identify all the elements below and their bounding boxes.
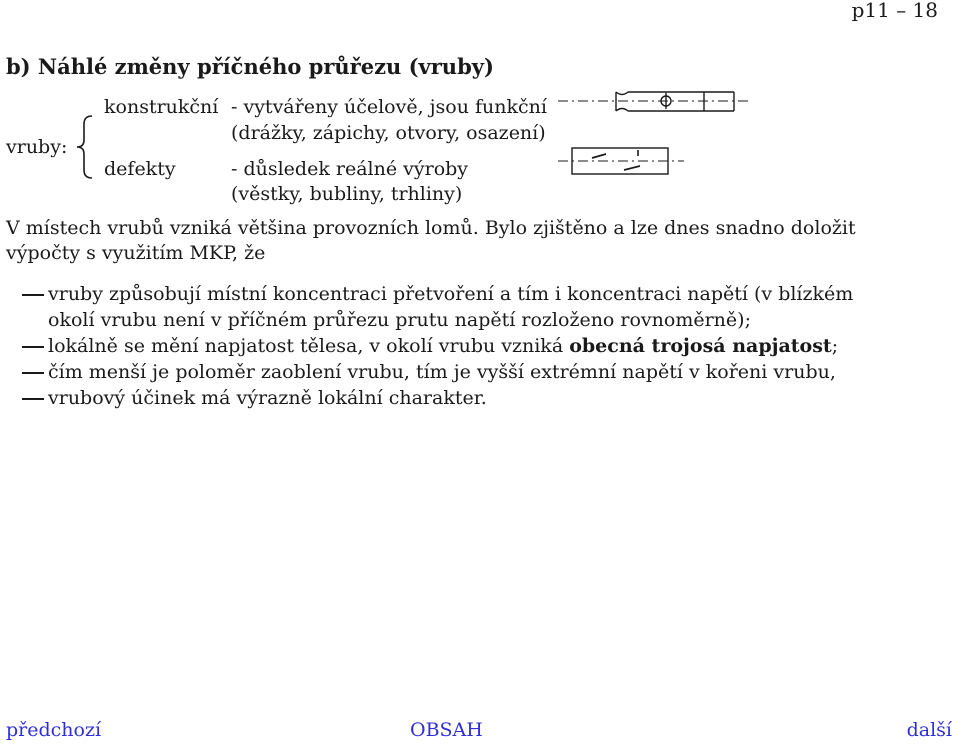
- list-item-1-line-2: okolí vrubu není v příčném průřezu prutu napětí rozloženo rovnoměrně);: [48, 309, 751, 331]
- list-item-2-bold: obecná trojosá napjatost: [569, 335, 832, 357]
- list-item-3: čím menší je poloměr zaoblení vrubu, tím je vyšší extrémní napětí v kořeni vrubu,: [48, 361, 836, 383]
- dash-bullet: [22, 398, 44, 400]
- list-item-2-end: ;: [831, 335, 839, 357]
- defekty-desc-1: - důsledek reálné výroby: [231, 158, 469, 180]
- vruby-label: vruby:: [6, 136, 68, 158]
- shaft-with-groove-figure: [558, 92, 750, 111]
- contents-link[interactable]: OBSAH: [410, 719, 483, 741]
- prev-link[interactable]: předchozí: [6, 719, 102, 741]
- list-item-2-text: lokálně se mění napjatost tělesa, v okolí vrubu vzniká: [48, 335, 570, 357]
- notch-figures: [554, 84, 754, 184]
- list-item-2: [48, 334, 838, 359]
- intro-line-2: výpočty s využitím MKP, že: [6, 242, 266, 264]
- list-item-1-line-1: vruby způsobují místní koncentraci přetvoření a tím i koncentraci napětí (v blízkém: [48, 283, 854, 305]
- left-brace-icon: [72, 114, 96, 180]
- body-with-defects-figure: [558, 148, 684, 174]
- list-item-4: vrubový účinek má výrazně lokální charakter.: [48, 387, 487, 409]
- defekty-desc-2: (věstky, bubliny, trhliny): [231, 183, 463, 205]
- page-number: p11 – 18: [851, 0, 938, 22]
- dash-bullet: [22, 294, 44, 296]
- section-heading: b) Náhlé změny příčného průřezu (vruby): [6, 54, 494, 79]
- dash-bullet: [22, 346, 44, 348]
- konstrukcni-desc-1: - vytvářeny účelově, jsou funkční: [231, 96, 547, 118]
- term-defekty: defekty: [104, 158, 176, 180]
- next-link[interactable]: další: [906, 719, 952, 741]
- intro-line-1: V místech vrubů vzniká většina provozních lomů. Bylo zjištěno a lze dnes snadno doložit: [6, 217, 856, 239]
- konstrukcni-desc-2: (drážky, zápichy, otvory, osazení): [231, 122, 546, 144]
- term-konstrukcni: konstrukční: [104, 96, 219, 118]
- dash-bullet: [22, 372, 44, 374]
